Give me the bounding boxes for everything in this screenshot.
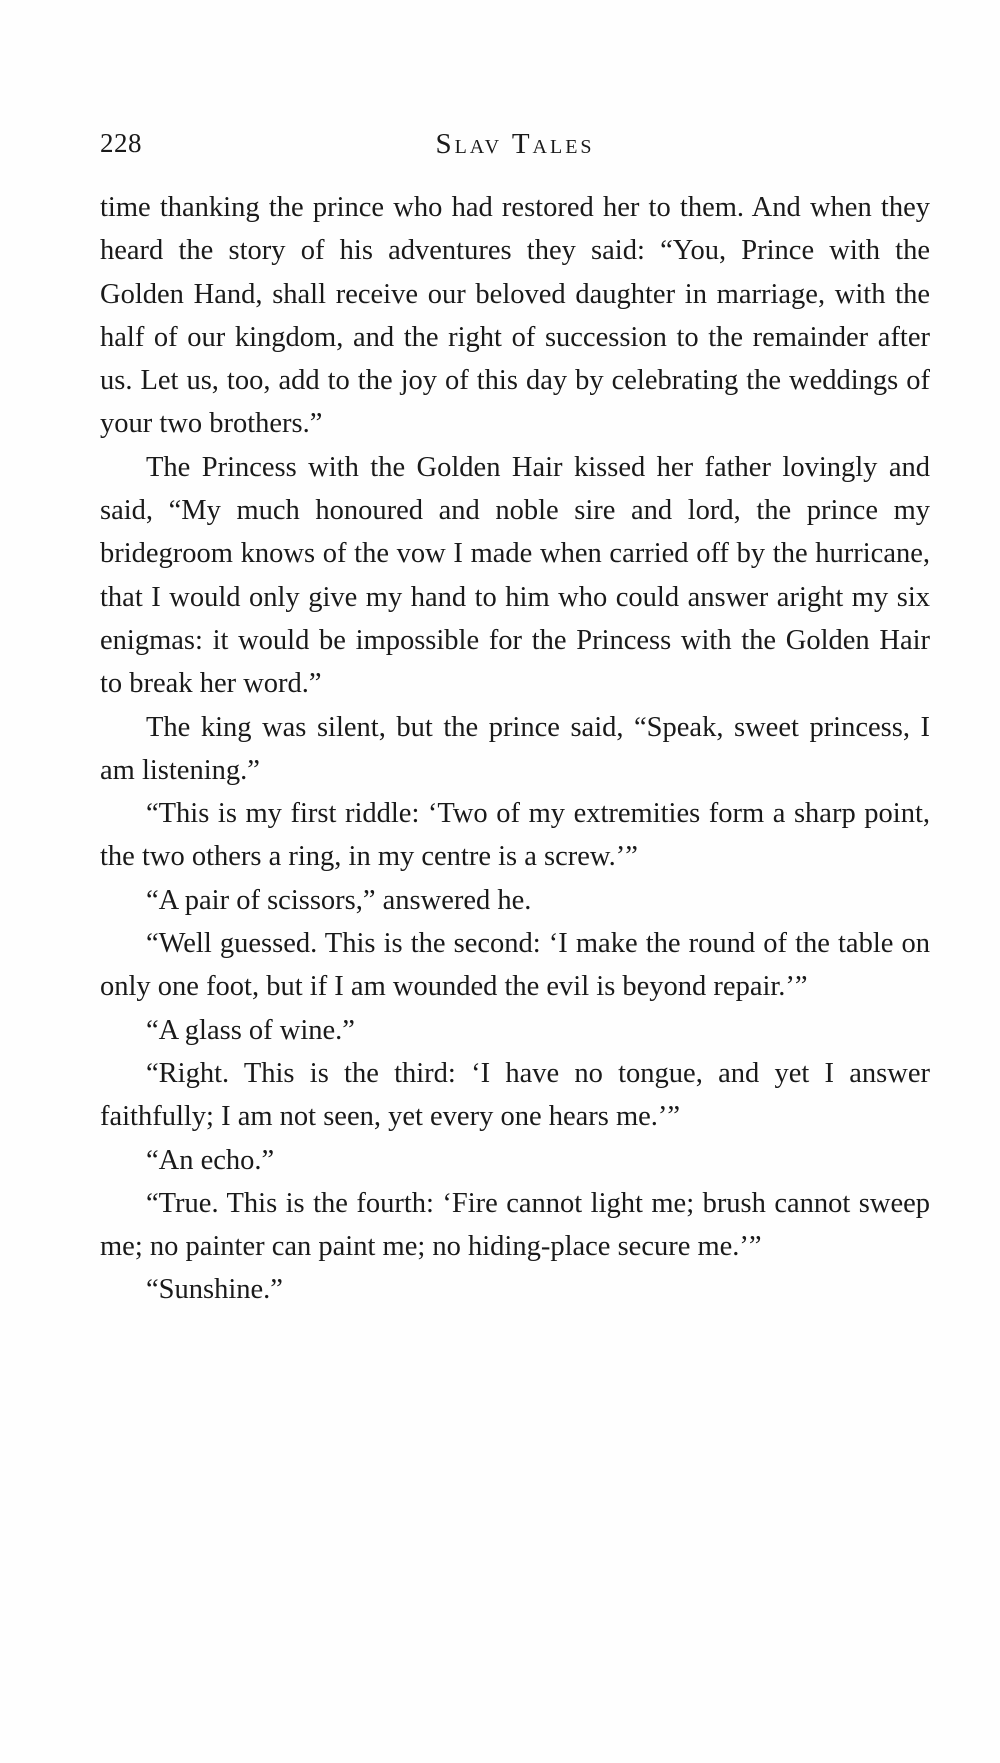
paragraph-king-silent: The king was silent, but the prince said, “Speak, sweet princess, I am listening.” (100, 711, 930, 786)
paragraph-second-riddle: “Well guessed. This is the second: ‘I make the round of the table on only one foot, but if I am wounded the evil is beyond repair.’” (100, 928, 930, 1003)
page-header (100, 128, 930, 168)
page-number: 228 (100, 128, 142, 158)
paragraph-answer-echo: “An echo.” (146, 1144, 275, 1176)
paragraph-third-riddle: “Right. This is the third: ‘I have no tongue, and yet I answer faithfully; I am not seen, yet every one hears me.’” (100, 1057, 930, 1133)
paragraph-fourth-riddle: “True. This is the fourth: ‘Fire cannot light me; brush cannot sweep me; no painter can paint me; no hiding-place secure me.’” (100, 1187, 930, 1263)
paragraph-continuation: time thanking the prince who had restored her to them. And when they heard the story of his adventures they said: “You, Prince with the Golden Hand, shall receive our beloved daughter in marriage, with the half of our kingdom, and the right of succession to the remainder after us. Let us, too, add to the joy of this day by celebrating the weddings of your two brothers.” (100, 192, 930, 440)
paragraph-princess-vow: The Princess with the Golden Hair kissed her father lovingly and said, “My much honoured and noble sire and lord, the prince my bridegroom knows of the vow I made when carried off by the hurricane, that I would only give my hand to him who could answer aright my six enigmas: it would be impossible for the Princess with the Golden Hair to break her word.” (100, 451, 930, 700)
running-title: Slav Tales (435, 128, 595, 160)
paragraph-first-riddle: “This is my first riddle: ‘Two of my extremities form a sharp point, the two others a ring, in my centre is a screw.’” (100, 798, 930, 873)
body-text (100, 186, 930, 1312)
paragraph-answer-scissors: “A pair of scissors,” answered he. (146, 884, 532, 916)
paragraph-answer-wine: “A glass of wine.” (146, 1014, 355, 1046)
paragraph-answer-sunshine: “Sunshine.” (146, 1274, 283, 1306)
